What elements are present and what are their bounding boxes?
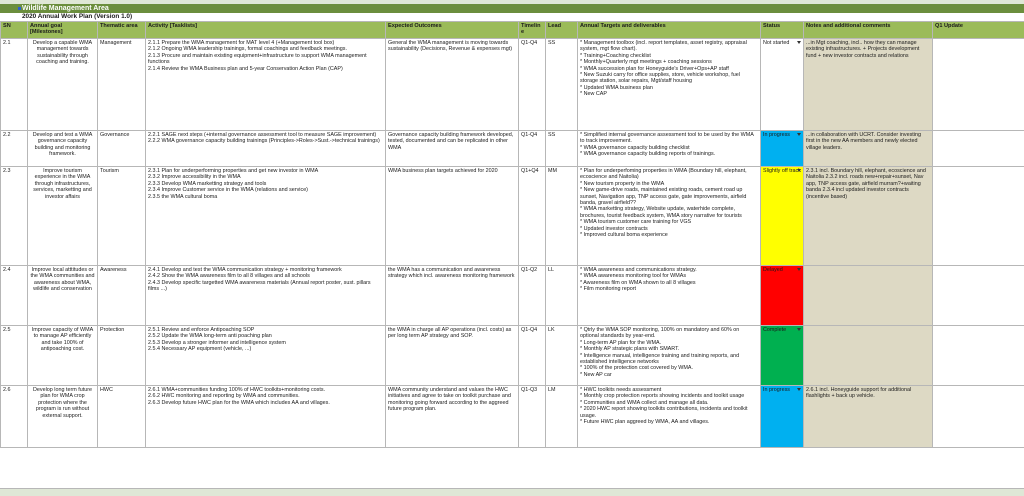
status-label: Complete bbox=[763, 327, 786, 333]
cell-targets-line: * Management toolbox (incl. report templates, asset registry, appraisal system, mgt flow chart). bbox=[580, 40, 758, 53]
header-lead[interactable]: Lead bbox=[546, 22, 578, 39]
cell-goal[interactable]: Improve capacity of WMA to manage AP efficiently and take 100% of antipoaching cost. bbox=[28, 326, 98, 386]
cell-timeline[interactable]: Q1+Q4 bbox=[519, 167, 546, 266]
cell-status-dropdown[interactable] bbox=[761, 386, 804, 448]
cell-targets-line: * Qtrly the WMA SOP monitoring, 100% on mandatory and 60% on optional standards by year-end. bbox=[580, 327, 758, 340]
cell-targets-line: * Intelligence manual, intelligence training and training reports, and established intelligence networks bbox=[580, 353, 758, 366]
cell-lead[interactable]: SS bbox=[546, 131, 578, 167]
cell-q1-update[interactable] bbox=[933, 326, 1024, 386]
cell-sn[interactable]: 2.2 bbox=[1, 131, 28, 167]
header-targets[interactable]: Annual Targets and deliverables bbox=[578, 22, 761, 39]
cell-notes[interactable] bbox=[804, 326, 933, 386]
cell-activity-line: 2.6.3 Develop future HWC plan for the WMA which includes AA and villages. bbox=[148, 400, 383, 406]
cell-targets-line: * New Suzuki carry for office supplies, store, vehicle workshop, fuel storage station, solar repairs, Mgt/staff housing bbox=[580, 72, 758, 85]
cell-activity-line: 2.2.1 SAGE next steps (+internal governance assessment tool to measure SAGE improvement) bbox=[148, 132, 383, 138]
cell-status-dropdown[interactable] bbox=[761, 167, 804, 266]
cell-targets-line: * Communities and WMA collect and manage all data. bbox=[580, 400, 758, 406]
cell-status-dropdown[interactable] bbox=[761, 326, 804, 386]
cell-timeline[interactable]: Q1-Q4 bbox=[519, 39, 546, 131]
cell-targets-line: * Monthly+Quarterly mgt meetings + coaching sessions bbox=[580, 59, 758, 65]
cell-activity-line: 2.4.1 Develop and test the WMA communication strategy + monitoring framework bbox=[148, 267, 383, 273]
cell-lead[interactable]: LK bbox=[546, 326, 578, 386]
cell-targets-line: * 2020 HWC report showing toolkits contributions, incidents and toolkit usage. bbox=[580, 406, 758, 419]
cell-targets-line: * Film monitoring report bbox=[580, 286, 758, 292]
cell-thematic[interactable]: Governance bbox=[98, 131, 146, 167]
status-label: In progress bbox=[763, 387, 790, 393]
cell-activity-line: 2.6.2 HWC monitoring and reporting by WMA and communities. bbox=[148, 393, 383, 399]
cell-timeline[interactable]: Q1-Q3 bbox=[519, 386, 546, 448]
cell-targets[interactable] bbox=[578, 326, 761, 386]
cell-targets[interactable] bbox=[578, 131, 761, 167]
work-plan-table bbox=[0, 21, 1024, 448]
header-timeline[interactable]: Timeline bbox=[519, 22, 546, 39]
table-body bbox=[1, 39, 1024, 448]
cell-thematic[interactable]: Management bbox=[98, 39, 146, 131]
cell-activity-line: 2.5.1 Review and enforce Antipoaching SOP bbox=[148, 327, 383, 333]
cell-activity-line: 2.1.3 Procure and maintain existing equipment+infrastructure to support WMA management functions bbox=[148, 53, 383, 66]
cell-targets-line: * Updated WMA business plan bbox=[580, 85, 758, 91]
cell-lead[interactable]: SS bbox=[546, 39, 578, 131]
cell-activity-line: 2.3.3 Develop WMA marketting strategy and tools bbox=[148, 181, 383, 187]
cell-activity-line: 2.1.4 Review the WMA Business plan and 5-year Conservation Action Plan (CAP) bbox=[148, 66, 383, 72]
cell-targets-line: * 100% of the protection cost covered by WMA. bbox=[580, 365, 758, 371]
cell-q1-update[interactable] bbox=[933, 39, 1024, 131]
row-handle-icon[interactable] bbox=[18, 7, 21, 10]
cell-goal[interactable]: Improve local atttitudes or the WMA communities and awareness about WMA, wildlife and conservation bbox=[28, 266, 98, 326]
table-row bbox=[1, 39, 1024, 131]
status-label: In progress bbox=[763, 132, 790, 138]
cell-activity[interactable] bbox=[146, 167, 386, 266]
cell-targets-line: * New game-drive roads, maintained existing roads, cement road up sunset, Navigation app, TNP access gate, gate improvements, airfield banda, gravel airfield?? bbox=[580, 187, 758, 206]
cell-timeline[interactable]: Q1-Q4 bbox=[519, 131, 546, 167]
cell-notes[interactable]: ...in Mgt coaching, incl.. how they can manage existing infrastructures. + Projects development fund + new investor contracts and relations bbox=[804, 39, 933, 131]
dropdown-arrow-icon[interactable] bbox=[797, 169, 801, 172]
cell-goal[interactable]: Develop and test a WMA governance capacity building and monitoring framework. bbox=[28, 131, 98, 167]
cell-activity-line: 2.3.5 the WMA cultural boma bbox=[148, 194, 383, 200]
cell-timeline[interactable]: Q1-Q2 bbox=[519, 266, 546, 326]
cell-lead[interactable]: LM bbox=[546, 386, 578, 448]
header-activity[interactable]: Activity [Tasklists] bbox=[146, 22, 386, 39]
header-notes[interactable]: Notes and additional comments bbox=[804, 22, 933, 39]
cell-targets-line: * Monthly AP strategic plans with SMART. bbox=[580, 346, 758, 352]
cell-thematic[interactable]: Awareness bbox=[98, 266, 146, 326]
cell-activity[interactable] bbox=[146, 266, 386, 326]
cell-timeline[interactable]: Q1-Q4 bbox=[519, 326, 546, 386]
cell-notes[interactable] bbox=[804, 266, 933, 326]
cell-targets-line: * WMA governance capacity building reports of trainings. bbox=[580, 151, 758, 157]
cell-activity-line: 2.5.4 Necessary AP equipment (vehicle, ...) bbox=[148, 346, 383, 352]
header-outcomes[interactable]: Expected Outcomes bbox=[386, 22, 519, 39]
cell-activity[interactable] bbox=[146, 386, 386, 448]
cell-goal[interactable]: Improve tourism experience in the WMA through infrastructures, services, marketting and investor affairs bbox=[28, 167, 98, 266]
cell-targets[interactable] bbox=[578, 167, 761, 266]
status-label: Slightly off track bbox=[763, 168, 801, 174]
cell-sn[interactable]: 2.3 bbox=[1, 167, 28, 266]
cell-sn[interactable]: 2.5 bbox=[1, 326, 28, 386]
cell-targets-line: * Improved cultural boma experience bbox=[580, 232, 758, 238]
cell-targets[interactable] bbox=[578, 39, 761, 131]
sheet-subtitle: 2020 Annual Work Plan (Version 1.0) bbox=[0, 13, 1024, 21]
cell-activity-line: 2.5.3 Develop a stronger informer and intelligence system bbox=[148, 340, 383, 346]
cell-outcome[interactable]: Governance capacity building framework developed, tested, documented and can be replicated in other WMA bbox=[386, 131, 519, 167]
cell-q1-update[interactable] bbox=[933, 167, 1024, 266]
cell-targets-line: * Monthly crop protection reports showing incidents and toolkit usage bbox=[580, 393, 758, 399]
sheet-title-bar bbox=[0, 4, 1024, 13]
cell-targets-line: * WMA marketting strategy, Website update, waterhide complete, brochures, tourist feedback system, WMA story narrative for tourists bbox=[580, 206, 758, 219]
cell-targets-line: * WMA tourism customer care training for VGS bbox=[580, 219, 758, 225]
cell-activity-line: 2.1.1 Prepare the WMA management for MAT level 4 (+Management tool box) bbox=[148, 40, 383, 46]
header-status[interactable]: Status bbox=[761, 22, 804, 39]
cell-status-dropdown[interactable] bbox=[761, 266, 804, 326]
header-q1-update[interactable]: Q1 Update bbox=[933, 22, 1024, 39]
cell-status-dropdown[interactable] bbox=[761, 131, 804, 167]
cell-activity-line: 2.3.4 Improve Customer service in the WMA (relations and service) bbox=[148, 187, 383, 193]
cell-targets-line: * New AP car bbox=[580, 372, 758, 378]
dropdown-arrow-icon[interactable] bbox=[797, 268, 801, 271]
cell-targets[interactable] bbox=[578, 386, 761, 448]
cell-targets-line: * WMA awareness monitoring tool for WMAs bbox=[580, 273, 758, 279]
table-row bbox=[1, 131, 1024, 167]
cell-activity-line: 2.3.1 Plan for underperforming properties and get new investor in WMA bbox=[148, 168, 383, 174]
cell-activity-line: 2.4.3 Develop specific targetted WMA awareness materials (Annual report poster, sust. pillars films ...) bbox=[148, 280, 383, 293]
cell-activity-line: 2.5.2 Update the WMA long-term anti poaching plan bbox=[148, 333, 383, 339]
cell-sn[interactable]: 2.1 bbox=[1, 39, 28, 131]
cell-sn[interactable]: 2.6 bbox=[1, 386, 28, 448]
header-thematic[interactable]: Thematic area bbox=[98, 22, 146, 39]
cell-targets-line: * WMA awareness and communications strategy. bbox=[580, 267, 758, 273]
cell-activity-line: 2.2.2 WMA governance capacity building trainings (Principles->Roles->Sust.->technical trainings) bbox=[148, 138, 383, 144]
dropdown-arrow-icon[interactable] bbox=[797, 388, 801, 391]
header-goal[interactable]: Annual goal [Milestones] bbox=[28, 22, 98, 39]
cell-targets-line: * Future HWC plan aggreed by WMA, AA and villages. bbox=[580, 419, 758, 425]
status-label: Not started bbox=[763, 40, 789, 46]
cell-notes[interactable]: 2.6.1 incl. Honeyguide support for additional flashlights + back up vehicle. bbox=[804, 386, 933, 448]
cell-targets-line: * Long-term AP plan for the WMA. bbox=[580, 340, 758, 346]
cell-targets-line: * Updated investor contracts bbox=[580, 226, 758, 232]
dropdown-arrow-icon[interactable] bbox=[797, 41, 801, 44]
cell-lead[interactable]: MM bbox=[546, 167, 578, 266]
sheet-title: Wildlife Management Area bbox=[22, 5, 109, 12]
cell-targets-line: * New tourism property in the WMA bbox=[580, 181, 758, 187]
table-row bbox=[1, 326, 1024, 386]
cell-targets-line: * Simplified internal governance assessment tool to be used by the WMA to track improvement. bbox=[580, 132, 758, 145]
dropdown-arrow-icon[interactable] bbox=[797, 133, 801, 136]
cell-activity-line: 2.4.2 Show the WMA awareness film to all 8 villages and all schools bbox=[148, 273, 383, 279]
cell-outcome[interactable]: WMA community understand and values the HWC initiatives and agree to take on toolkit purchase and monitoring going forward according to the aggreed future program plan. bbox=[386, 386, 519, 448]
cell-goal[interactable]: Develop a capable WMA management towards sustainability through coaching and training. bbox=[28, 39, 98, 131]
cell-activity-line: 2.3.2 Improve accessibility in the WMA bbox=[148, 174, 383, 180]
cell-notes[interactable]: 2.3.1 incl. Boundary hill, elephant, ecoscience and Naitolia 2.3.2 incl. roads new+repair+sunset, Nav app, TNP access gate, airfield murram?+waiting banda 2.3.4 incl updated investor contracts (incentive based) bbox=[804, 167, 933, 266]
cell-targets[interactable] bbox=[578, 266, 761, 326]
cell-outcome[interactable]: the WMA in charge all AP operations (incl. costs) as per long term AP strategy and SOP. bbox=[386, 326, 519, 386]
cell-targets-line: * New CAP bbox=[580, 91, 758, 97]
header-sn[interactable]: SN bbox=[1, 22, 28, 39]
cell-targets-line: * Awareness film on WMA shown to all 8 villages bbox=[580, 280, 758, 286]
cell-goal[interactable]: Develop long term future plan for WMA crop protection where the program is run without external support. bbox=[28, 386, 98, 448]
table-row bbox=[1, 266, 1024, 326]
cell-q1-update[interactable] bbox=[933, 131, 1024, 167]
cell-q1-update[interactable] bbox=[933, 266, 1024, 326]
cell-thematic[interactable]: HWC bbox=[98, 386, 146, 448]
cell-targets-line: * Plan for underperfoming properties in WMA (Boundary hill, elephant, ecoscience and Naitolia) bbox=[580, 168, 758, 181]
cell-thematic[interactable]: Tourism bbox=[98, 167, 146, 266]
dropdown-arrow-icon[interactable] bbox=[797, 328, 801, 331]
cell-activity[interactable] bbox=[146, 326, 386, 386]
cell-notes[interactable]: ...in collaboration with UCRT. Consider investing first in the new AA members and newly elected village leaders. bbox=[804, 131, 933, 167]
cell-status-dropdown[interactable] bbox=[761, 39, 804, 131]
cell-targets-line: * Training+Coaching checklist bbox=[580, 53, 758, 59]
cell-activity-line: 2.1.2 Ongoing WMA leadership trainings, formal coachings and feedback meetings. bbox=[148, 46, 383, 52]
cell-targets-line: * WMA governance capacity building checklist bbox=[580, 145, 758, 151]
table-row bbox=[1, 386, 1024, 448]
cell-activity-line: 2.6.1 WMA+communities funding 100% of HWC toolkits+monitoring costs. bbox=[148, 387, 383, 393]
cell-outcome[interactable]: WMA business plan targets achieved for 2020 bbox=[386, 167, 519, 266]
cell-lead[interactable]: LL bbox=[546, 266, 578, 326]
cell-thematic[interactable]: Protection bbox=[98, 326, 146, 386]
cell-activity[interactable] bbox=[146, 39, 386, 131]
cell-targets-line: * HWC toolkits needs assessment bbox=[580, 387, 758, 393]
status-label: Delayed bbox=[763, 267, 783, 273]
header-row bbox=[1, 22, 1024, 39]
cell-sn[interactable]: 2.4 bbox=[1, 266, 28, 326]
cell-q1-update[interactable] bbox=[933, 386, 1024, 448]
cell-outcome[interactable]: the WMA has a communication and awareness strategy which incl. awareness monitoring framework bbox=[386, 266, 519, 326]
table-row bbox=[1, 167, 1024, 266]
cell-targets-line: * WMA succession plan for Honeyguide's Driver+Ops+AP staff bbox=[580, 66, 758, 72]
cell-outcome[interactable]: General the WMA management is moving towards sustainability (Decisions, Revenue & expenses mgt) bbox=[386, 39, 519, 131]
cell-activity[interactable] bbox=[146, 131, 386, 167]
